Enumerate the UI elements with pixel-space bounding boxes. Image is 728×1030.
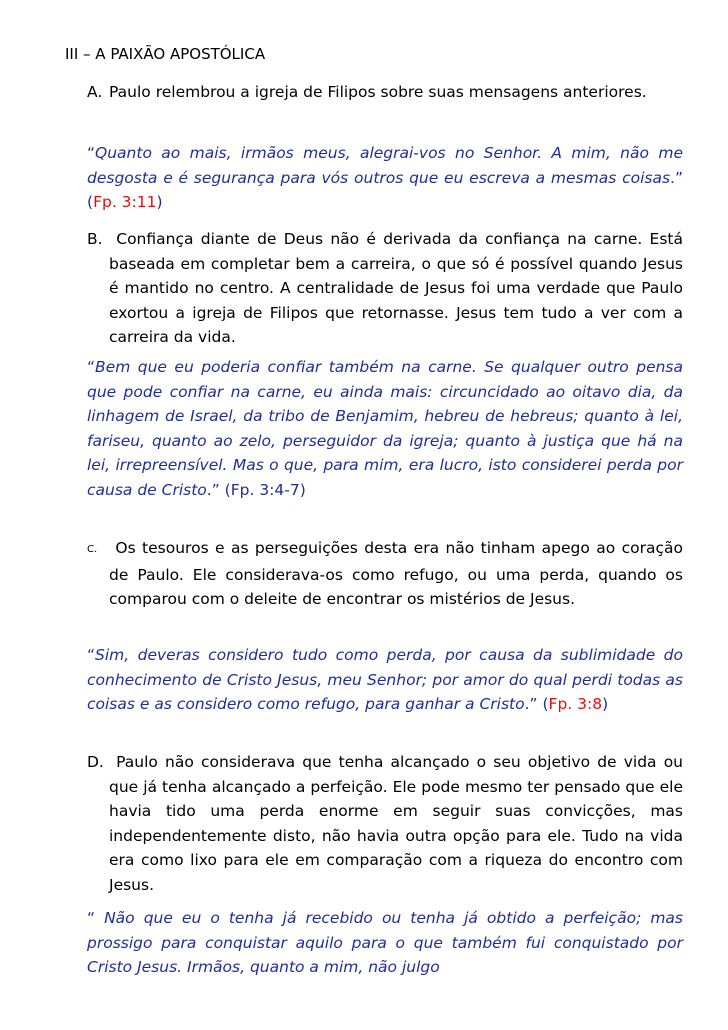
list-item-text: Confiança diante de Deus não é derivada da confiança na carne. Está baseada em completar bem a carreira, o que só é possível quando Jesus é mantido no centro. A centralidade de Jesus foi uma verdade que Paulo exortou a igreja de Filipos que retornasse. Jesus tem tudo a ver com a carreira da vida. xyxy=(109,230,683,346)
list-item-d xyxy=(87,750,683,897)
list-item-text: Paulo relembrou a igreja de Filipos sobre suas mensagens anteriores. xyxy=(109,83,647,101)
quote-close: .” (Fp. 3:4-7) xyxy=(206,480,306,499)
list-marker: B. xyxy=(87,230,103,248)
quote-open: “ xyxy=(87,646,96,664)
scripture-reference: Fp. 3:11 xyxy=(93,193,157,211)
quote-block-4 xyxy=(87,906,683,980)
quote-text: Sim, deveras considero tudo como perda, por causa da sublimidade do conhecimento de Cristo Jesus, meu Senhor; por amor do qual perdi todas as coisas e as considero como refugo, para ganhar a Cristo xyxy=(87,646,683,713)
quote-close: .” ( xyxy=(87,168,683,211)
quote-text: Não que eu o tenha já recebido ou tenha já obtido a perfeição; mas prossigo para conquistar aquilo para o que também fui conquistado por Cristo Jesus. Irmãos, quanto a mim, não julgo xyxy=(87,909,683,976)
scripture-reference: Fp. 3:8 xyxy=(548,695,603,713)
list-item-a xyxy=(87,80,683,105)
quote-end: ) xyxy=(602,695,609,713)
quote-block-1 xyxy=(87,141,683,215)
quote-text: Quanto ao mais, irmãos meus, alegrai-vos no Senhor. A mim, não me desgosta e é segurança para vós outros que eu escreva a mesmas coisas xyxy=(87,144,683,187)
quote-block-2 xyxy=(87,355,683,502)
section-title: III – A PAIXÃO APOSTÓLICA xyxy=(65,45,266,63)
list-marker: D. xyxy=(87,753,104,771)
quote-block-3 xyxy=(87,643,683,717)
list-item-c xyxy=(87,536,683,612)
quote-open: “ xyxy=(87,358,96,376)
list-item-b xyxy=(87,227,683,350)
list-item-text: Os tesouros e as perseguições desta era não tinham apego ao coração de Paulo. Ele considerava-os como refugo, ou uma perda, quando os comparou com o deleite de encontrar os mistérios de Jesus. xyxy=(109,539,683,608)
list-marker: C. xyxy=(87,544,98,555)
quote-close: .” ( xyxy=(524,695,549,713)
list-item-text: Paulo não considerava que tenha alcançado o seu objetivo de vida ou que já tenha alcançado a perfeição. Ele pode mesmo ter pensado que ele havia tido uma perda enorme em seguir suas convicções, mas independentemente disto, não havia outra opção para ele. Tudo na vida era como lixo para ele em comparação com a riqueza do encontro com Jesus. xyxy=(109,753,683,894)
quote-open: “ xyxy=(87,909,105,927)
list-marker: A. xyxy=(87,83,103,101)
quote-open: “ xyxy=(87,144,96,162)
quote-text: Bem que eu poderia confiar também na carne. Se qualquer outro pensa que pode confiar na carne, eu ainda mais: circuncidado ao oitavo dia, da linhagem de Israel, da tribo de Benjamim, hebreu de hebreus; quanto à lei, fariseu, quanto ao zelo, perseguidor da igreja; quanto à justiça que há na lei, irrepreensível. Mas o que, para mim, era lucro, isto considerei perda por causa de Cristo xyxy=(87,358,683,499)
quote-end: ) xyxy=(156,193,163,211)
